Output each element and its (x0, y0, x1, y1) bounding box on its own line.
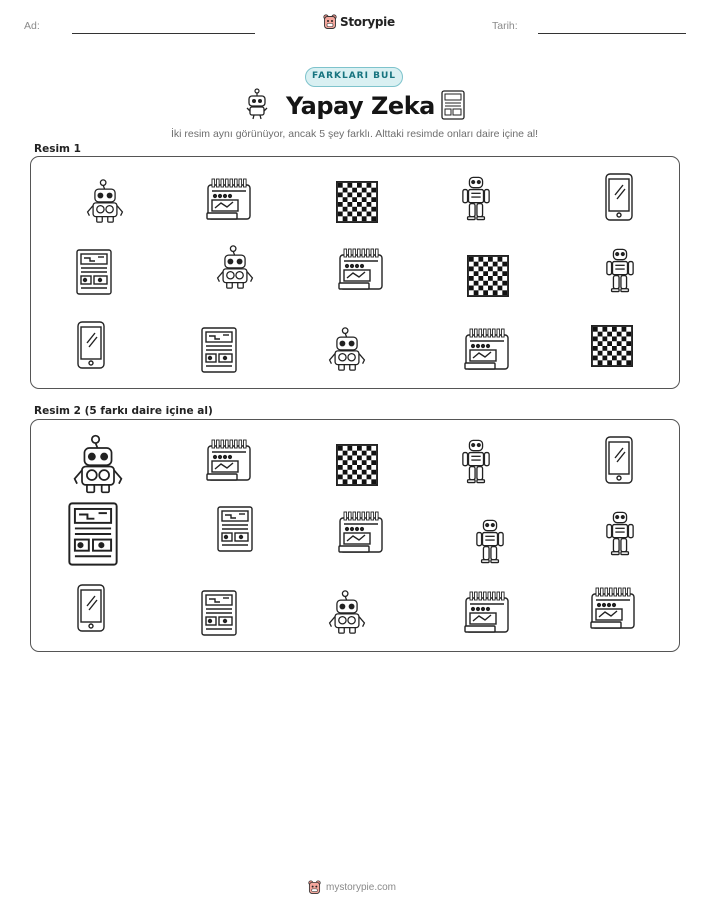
footer-url: mystorypie.com (326, 882, 397, 893)
picture-2-label: Resim 2 (5 farkı daire içine al) (34, 405, 213, 417)
date-label: Tarih: (492, 20, 518, 32)
humanoid-robot-icon[interactable] (605, 510, 635, 556)
chessboard-icon (467, 255, 509, 297)
robot-icon[interactable] (325, 588, 369, 636)
robot-icon (243, 88, 271, 120)
circuit-board-icon[interactable] (201, 590, 237, 636)
storypie-logo (323, 14, 395, 30)
name-label: Ad: (24, 20, 40, 32)
date-field-line[interactable] (538, 33, 686, 34)
robot-icon (325, 325, 369, 373)
title-row (0, 88, 709, 128)
keyboard-machine-icon (205, 175, 253, 221)
keyboard-machine-icon[interactable] (463, 588, 511, 634)
robot-icon (83, 177, 127, 225)
chessboard-icon (336, 181, 378, 223)
keyboard-machine-icon (463, 325, 511, 371)
circuit-board-icon[interactable] (217, 506, 253, 552)
smartphone-icon[interactable] (75, 584, 107, 632)
humanoid-robot-icon[interactable] (475, 518, 505, 564)
picture-1-label: Resim 1 (34, 143, 81, 155)
brand-name: Storypie (340, 15, 395, 29)
keyboard-machine-icon[interactable] (589, 584, 637, 630)
circuit-board-icon (201, 327, 237, 373)
storypie-mascot-icon (308, 880, 321, 895)
keyboard-machine-icon[interactable] (337, 508, 385, 554)
keyboard-machine-icon[interactable] (205, 436, 253, 482)
smartphone-icon[interactable] (603, 436, 635, 484)
keyboard-machine-icon (337, 245, 385, 291)
storypie-mascot-icon (323, 14, 337, 30)
smartphone-icon (603, 173, 635, 221)
smartphone-icon (75, 321, 107, 369)
humanoid-robot-icon (461, 175, 491, 221)
humanoid-robot-icon[interactable] (461, 438, 491, 484)
chessboard-icon (591, 325, 633, 367)
circuit-board-icon (441, 90, 465, 120)
name-field-line[interactable] (72, 33, 255, 34)
circuit-board-icon[interactable] (67, 502, 119, 566)
picture-2-panel[interactable] (30, 419, 680, 652)
chessboard-icon[interactable] (336, 444, 378, 486)
footer (308, 880, 396, 895)
robot-icon[interactable] (67, 432, 129, 496)
page-title: Yapay Zeka (286, 92, 435, 120)
activity-badge: FARKLARI BUL (305, 67, 403, 87)
picture-1-panel (30, 156, 680, 389)
robot-icon (213, 243, 257, 291)
instructions: İki resim aynı görünüyor, ancak 5 şey farklı. Alttaki resimde onları daire içine al! (170, 128, 539, 140)
circuit-board-icon (76, 249, 112, 295)
humanoid-robot-icon (605, 247, 635, 293)
